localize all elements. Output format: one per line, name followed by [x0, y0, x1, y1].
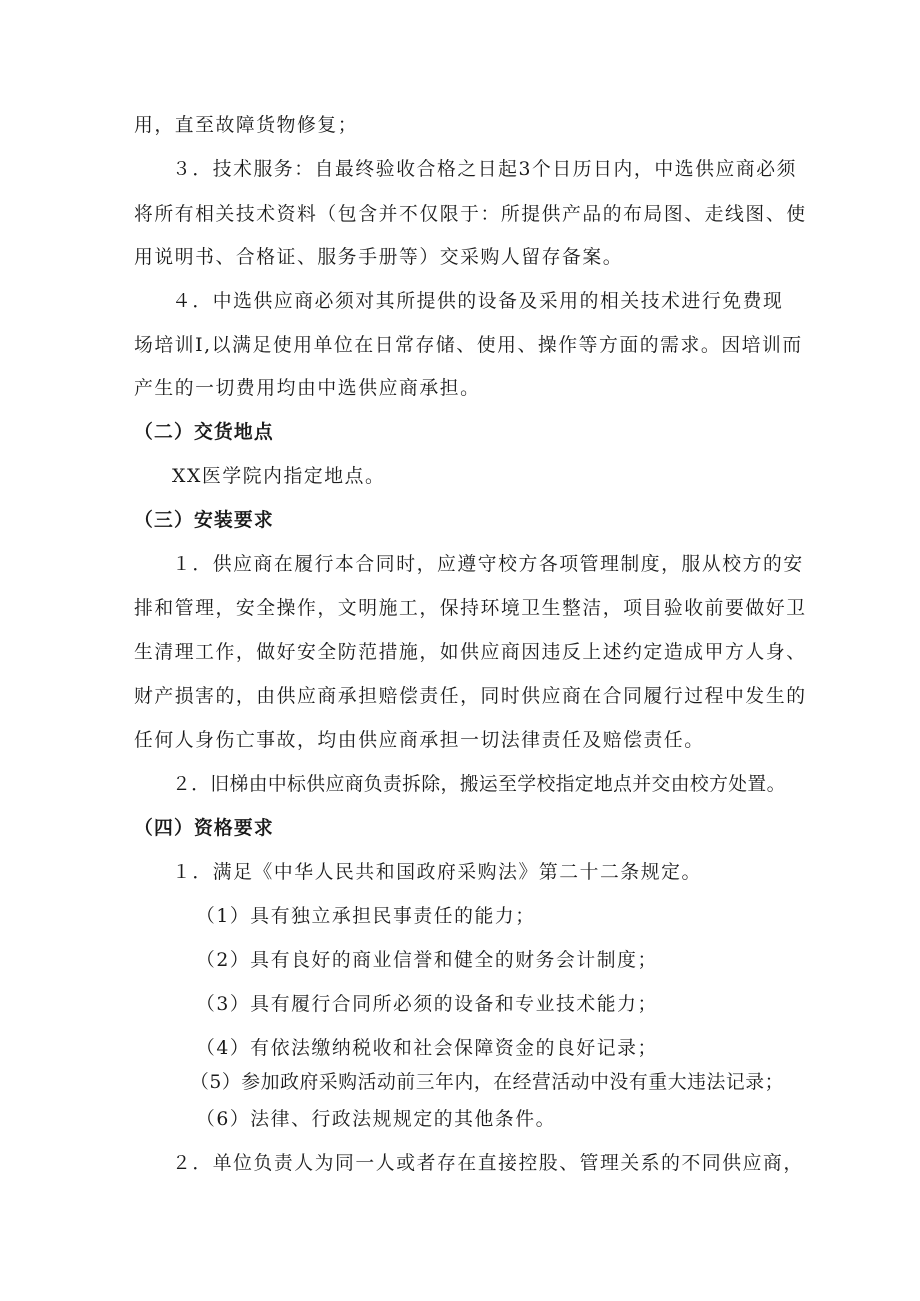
list-item: （2）具有良好的商业信誉和健全的财务会计制度；: [196, 950, 658, 971]
text-line: 用说明书、合格证、服务手册等）交采购人留存备案。: [134, 247, 624, 268]
text-line: ２．旧梯由中标供应商负责拆除，搬运至学校指定地点并交由校方处置。: [172, 774, 786, 795]
text-line: 财产损害的，由供应商承担赔偿责任，同时供应商在合同履行过程中发生的: [134, 686, 807, 707]
section-heading: （二）交货地点: [134, 422, 274, 443]
text-line: ３．技术服务：自最终验收合格之日起3个日历日内，中选供应商必须: [172, 159, 797, 180]
section-heading: （四）资格要求: [134, 818, 274, 839]
text-line: １．供应商在履行本合同时，应遵守校方各项管理制度，服从校方的安: [172, 554, 804, 575]
text-line: １．满足《中华人民共和国政府采购法》第二十二条规定。: [172, 862, 702, 883]
text-line: 排和管理，安全操作，文明施工，保持环境卫生整洁，项目验收前要做好卫: [134, 598, 807, 619]
list-item: （1）具有独立承担民事责任的能力；: [196, 906, 536, 927]
section-heading: （三）安装要求: [134, 510, 274, 531]
text-line: 用，直至故障货物修复；: [134, 115, 359, 136]
text-line: 产生的一切费用均由中选供应商承担。: [134, 378, 481, 399]
text-line: 生清理工作，做好安全防范措施，如供应商因违反上述约定造成甲方人身、: [134, 642, 807, 663]
list-item: （4）有依法缴纳税收和社会保障资金的良好记录；: [196, 1038, 658, 1059]
list-item: （6）法律、行政法规规定的其他条件。: [196, 1109, 557, 1130]
text-line: XX医学院内指定地点。: [172, 466, 386, 487]
text-line: 将所有相关技术资料（包含并不仅限于：所提供产品的布局图、走线图、使: [134, 204, 807, 225]
text-line: 任何人身伤亡事故，均由供应商承担一切法律责任及赔偿责任。: [134, 730, 705, 751]
list-item: （5）参加政府采购活动前三年内，在经营活动中没有重大违法记录；: [190, 1072, 784, 1093]
text-line: ４．中选供应商必须对其所提供的设备及采用的相关技术进行免费现: [172, 291, 784, 312]
list-item: （3）具有履行合同所必须的设备和专业技术能力；: [196, 994, 658, 1015]
text-line: ２．单位负责人为同一人或者存在直接控股、管理关系的不同供应商，: [172, 1153, 804, 1174]
text-line: 场培训I,以满足使用单位在日常存储、使用、操作等方面的需求。因培训而: [134, 335, 803, 356]
